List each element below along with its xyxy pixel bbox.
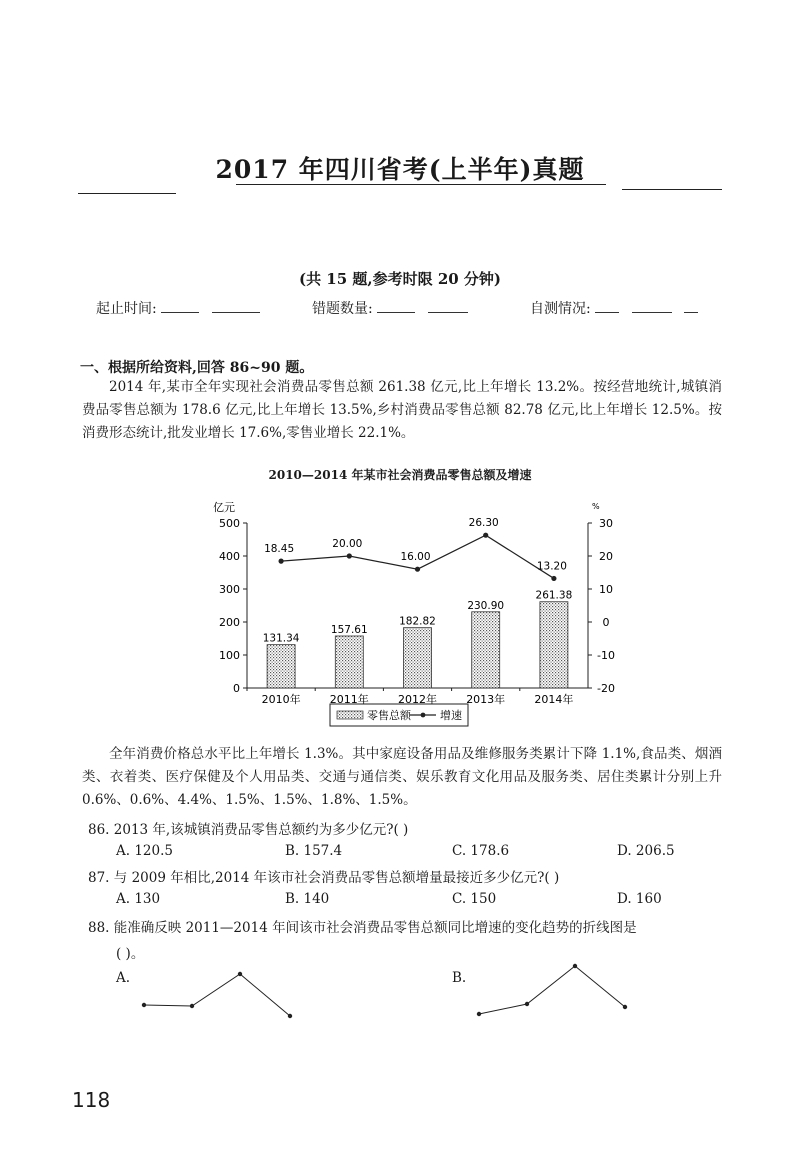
start-time-blank-2	[212, 300, 260, 313]
option-b-line-chart	[465, 958, 645, 1028]
bar-value-label: 261.38	[535, 589, 573, 602]
option-a-point-0	[142, 1003, 146, 1007]
x-tick-label: 2013年	[466, 693, 506, 706]
title-underline	[236, 184, 606, 185]
title-rule-right	[622, 189, 722, 190]
self-eval-field	[530, 298, 698, 318]
section-heading: 一、根据所给资料,回答 86~90 题。	[80, 360, 314, 376]
growth-point-1	[347, 553, 352, 558]
growth-point-3	[483, 533, 488, 538]
bar-2	[404, 628, 432, 688]
start-time-field	[96, 298, 260, 318]
option-a-line	[144, 974, 290, 1016]
y-right-tick-label: -10	[597, 649, 615, 662]
errors-field	[312, 298, 468, 318]
option-b-line	[479, 966, 625, 1014]
y-right-tick-label: 20	[599, 550, 613, 563]
title-rule-left	[78, 193, 176, 194]
growth-point-0	[279, 559, 284, 564]
legend-line-label: 增速	[440, 709, 462, 722]
errors-label: 错题数量:	[312, 301, 373, 317]
growth-value-label: 20.00	[332, 538, 363, 550]
question-88-number: 88.	[88, 920, 110, 936]
question-87-text: 与 2009 年相比,2014 年该市社会消费品零售总额增量最接近多少亿元?( )	[113, 870, 560, 886]
growth-point-4	[551, 576, 556, 581]
y-left-tick-label: 300	[219, 583, 240, 596]
option-a-point-1	[190, 1004, 194, 1008]
self-eval-label: 自测情况:	[530, 301, 591, 317]
bar-value-label: 157.61	[330, 623, 368, 636]
question-86-option-a[interactable]: A. 120.5	[116, 843, 173, 859]
bar-3	[472, 612, 500, 688]
legend-bar-label: 零售总额	[367, 709, 411, 722]
y-left-tick-label: 400	[219, 550, 240, 563]
x-tick-label: 2014年	[534, 693, 574, 706]
page-title: 2017 年四川省考(上半年)真题	[215, 155, 585, 184]
exam-subtitle: (共 15 题,参考时限 20 分钟)	[298, 270, 502, 288]
bar-4	[540, 602, 568, 688]
y-left-tick-label: 500	[219, 517, 240, 530]
y-left-label: 亿元	[213, 501, 235, 514]
option-a-point-3	[288, 1014, 292, 1018]
question-88-option-b[interactable]: B.	[452, 970, 467, 986]
question-86-number: 86.	[88, 822, 110, 838]
bar-1	[335, 636, 363, 688]
y-left-tick-label: 100	[219, 649, 240, 662]
growth-value-label: 18.45	[264, 543, 295, 556]
question-86-option-d[interactable]: D. 206.5	[617, 843, 675, 859]
y-left-tick-label: 0	[233, 682, 240, 695]
legend-line-marker	[421, 713, 426, 718]
growth-value-label: 26.30	[468, 517, 499, 530]
bar-value-label: 131.34	[262, 632, 300, 645]
question-87-option-d[interactable]: D. 160	[617, 891, 662, 907]
x-tick-label: 2010年	[261, 693, 301, 706]
option-a-line-chart	[130, 958, 310, 1028]
question-86-option-b[interactable]: B. 157.4	[285, 843, 343, 859]
errors-blank-1	[377, 300, 415, 313]
option-b-point-0	[477, 1012, 481, 1016]
question-87-option-c[interactable]: C. 150	[452, 891, 497, 907]
growth-point-2	[415, 567, 420, 572]
question-87-option-a[interactable]: A. 130	[116, 891, 161, 907]
y-right-tick-label: 0	[602, 616, 610, 629]
page-number: 118	[72, 1088, 111, 1112]
x-tick-label: 2011年	[329, 693, 369, 706]
y-left-tick-label: 200	[219, 616, 240, 629]
growth-value-label: 13.20	[536, 560, 567, 573]
y-right-label: %	[592, 502, 600, 511]
growth-value-label: 16.00	[400, 551, 431, 564]
question-86-text: 2013 年,该城镇消费品零售总额约为多少亿元?( )	[113, 822, 409, 838]
y-right-tick-label: 30	[599, 517, 613, 530]
option-b-point-3	[623, 1005, 627, 1009]
option-b-point-2	[573, 964, 577, 968]
bar-0	[267, 645, 295, 688]
material-paragraph-2: 全年消费价格总水平比上年增长 1.3%。其中家庭设备用品及维修服务类累计下降 1.1%,食品类、烟酒类、衣着类、医疗保健及个人用品类、交通与通信类、娱乐教育文化用品及服务类、居住类累计分别上升 0.6%、0.6%、4.4%、1.5%、1.5%、1.8%、1.5%。	[82, 746, 722, 808]
errors-blank-2	[428, 300, 468, 313]
option-b-point-1	[525, 1002, 529, 1006]
chart-title: 2010—2014 年某市社会消费品零售总额及增速	[268, 468, 532, 482]
bar-value-label: 182.82	[399, 615, 436, 628]
question-87-option-b[interactable]: B. 140	[285, 891, 330, 907]
question-86	[88, 818, 408, 838]
question-88-text: 能准确反映 2011—2014 年间该市社会消费品零售总额同比增速的变化趋势的折线图是	[113, 920, 637, 936]
x-tick-label: 2012年	[398, 693, 437, 706]
material-paragraph-1: 2014 年,某市全年实现社会消费品零售总额 261.38 亿元,比上年增长 13.2%。按经营地统计,城镇消费品零售总额为 178.6 亿元,比上年增长 13.5%,乡村消费品零售总额 82.78 亿元,比上年增长 12.5%。按消费形态统计,批发业增长 17.6%,零售业增长 22.1%。	[82, 379, 722, 441]
start-time-label: 起止时间:	[96, 301, 157, 317]
self-eval-blank-2	[632, 300, 672, 313]
question-88-text-continued: ( )。	[116, 946, 145, 962]
y-right-tick-label: -20	[597, 682, 615, 695]
question-87-number: 87.	[88, 870, 110, 886]
legend-bar-swatch	[337, 711, 363, 719]
start-time-blank-1	[161, 300, 199, 313]
question-86-option-c[interactable]: C. 178.6	[452, 843, 510, 859]
question-88	[88, 916, 637, 936]
y-right-tick-label: 10	[599, 583, 613, 596]
bar-value-label: 230.90	[467, 599, 505, 612]
option-a-point-2	[238, 972, 242, 976]
question-87	[88, 866, 559, 886]
chart-plot	[213, 501, 615, 726]
self-eval-blank-3	[684, 300, 698, 313]
self-eval-blank-1	[595, 300, 619, 313]
question-88-option-a[interactable]: A.	[116, 970, 131, 986]
combo-chart	[0, 480, 800, 740]
